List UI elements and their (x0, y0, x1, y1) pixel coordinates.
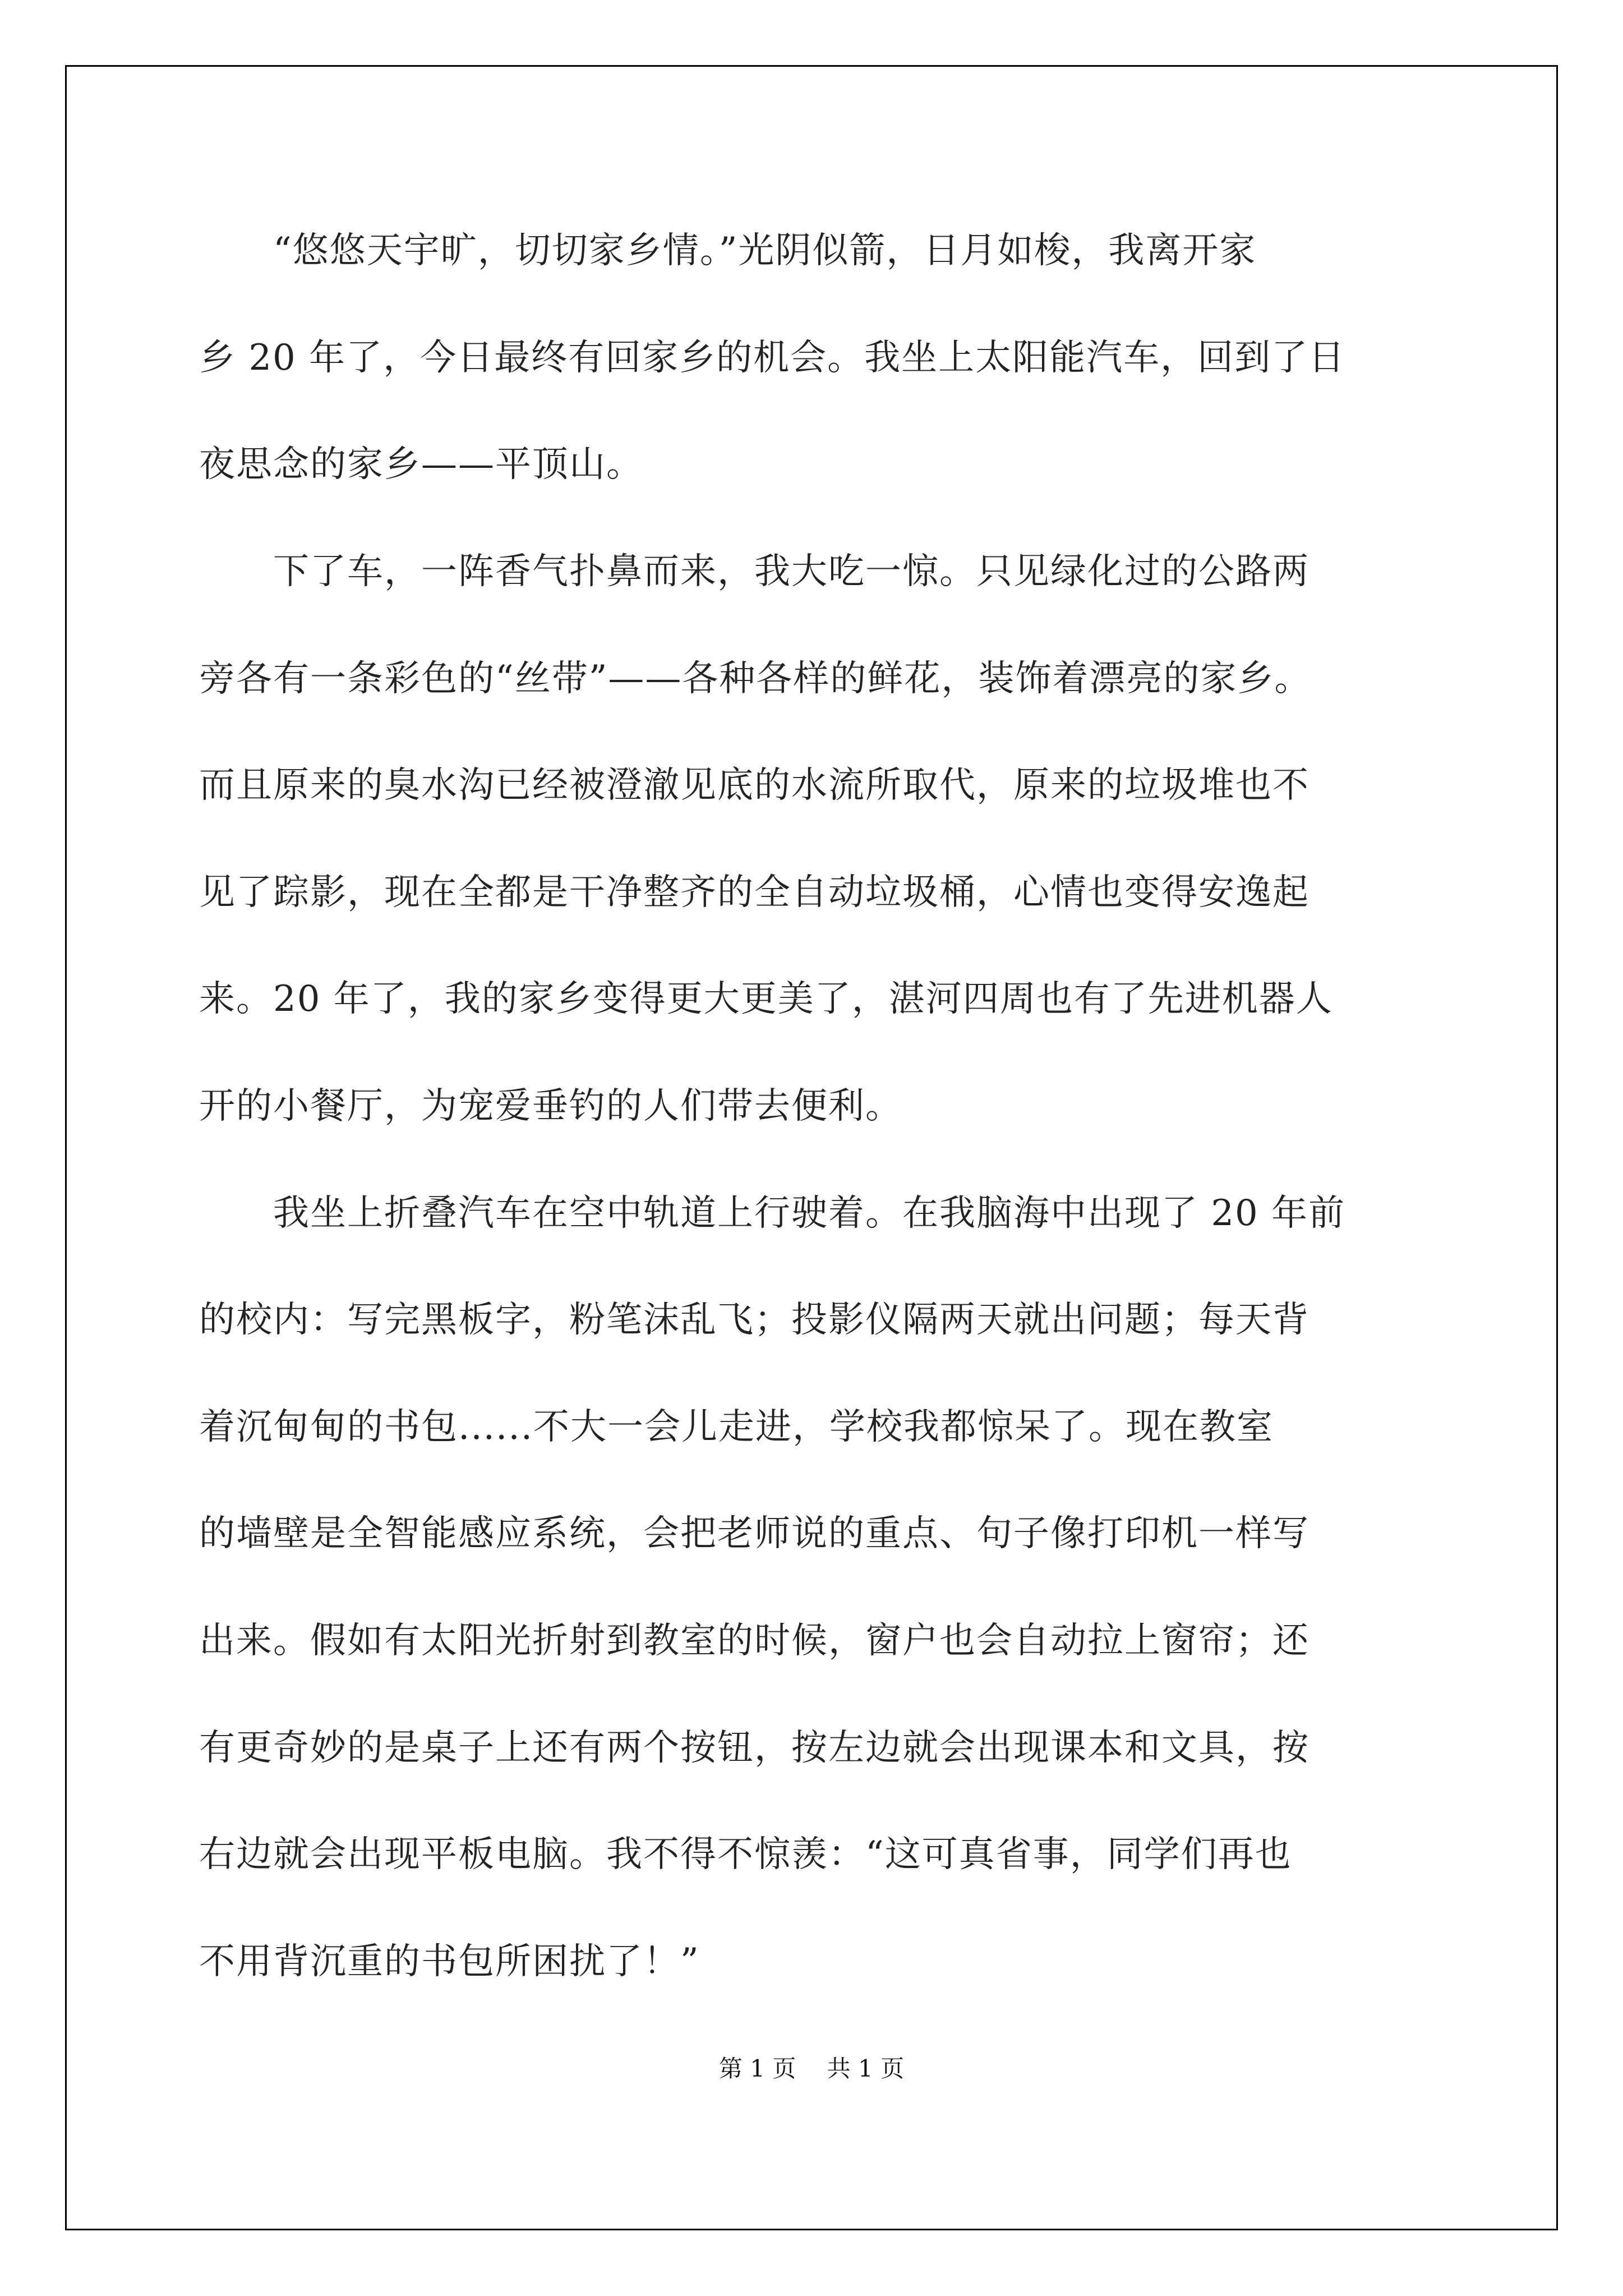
paragraph-1-line-3: 夜思念的家乡——平顶山。 (199, 444, 643, 485)
paragraph-3-line-1: 我坐上折叠汽车在空中轨道上行驶着。在我脑海中出现了 20 年前 (199, 1193, 1346, 1234)
paragraph-2-line-1: 下了车，一阵香气扑鼻而来，我大吃一惊。只见绿化过的公路两 (199, 551, 1310, 592)
paragraph-2-line-3: 而且原来的臭水沟已经被澄澈见底的水流所取代，原来的垃圾堆也不 (199, 765, 1310, 806)
paragraph-1-line-2: 乡 20 年了，今日最终有回家乡的机会。我坐上太阳能汽车，回到了日 (199, 337, 1346, 379)
paragraph-2-line-6: 开的小餐厅，为宠爱垂钓的人们带去便利。 (199, 1085, 902, 1127)
paragraph-3-line-3: 着沉甸甸的书包......不大一会儿走进，学校我都惊呆了。现在教室 (199, 1406, 1274, 1448)
paragraph-3-line-4: 的墙壁是全智能感应系统，会把老师说的重点、句子像打印机一样写 (199, 1513, 1310, 1554)
paragraph-3-line-6: 有更奇妙的是桌子上还有两个按钮，按左边就会出现课本和文具，按 (199, 1727, 1310, 1769)
paragraph-3-line-2: 的校内：写完黑板字，粉笔沫乱飞；投影仪隔两天就出问题；每天背 (199, 1299, 1310, 1341)
paragraph-2-line-5: 来。20 年了，我的家乡变得更大更美了，湛河四周也有了先进机器人 (199, 978, 1333, 1020)
paragraph-1-line-1: “悠悠天宇旷，切切家乡情。”光阴似箭，日月如梭，我离开家 (199, 230, 1257, 272)
paragraph-3-line-7: 右边就会出现平板电脑。我不得不惊羡：“这可真省事，同学们再也 (199, 1834, 1292, 1875)
page-footer: 第 1 页 共 1 页 (718, 2055, 905, 2082)
paragraph-3-line-5: 出来。假如有太阳光折射到教室的时候，窗户也会自动拉上窗帘；还 (199, 1620, 1310, 1662)
paragraph-3-line-8: 不用背沉重的书包所困扰了！” (199, 1941, 700, 1982)
paragraph-2-line-4: 见了踪影，现在全都是干净整齐的全自动垃圾桶，心情也变得安逸起 (199, 872, 1310, 913)
paragraph-2-line-2: 旁各有一条彩色的“丝带”——各种各样的鲜花，装饰着漂亮的家乡。 (199, 658, 1312, 700)
